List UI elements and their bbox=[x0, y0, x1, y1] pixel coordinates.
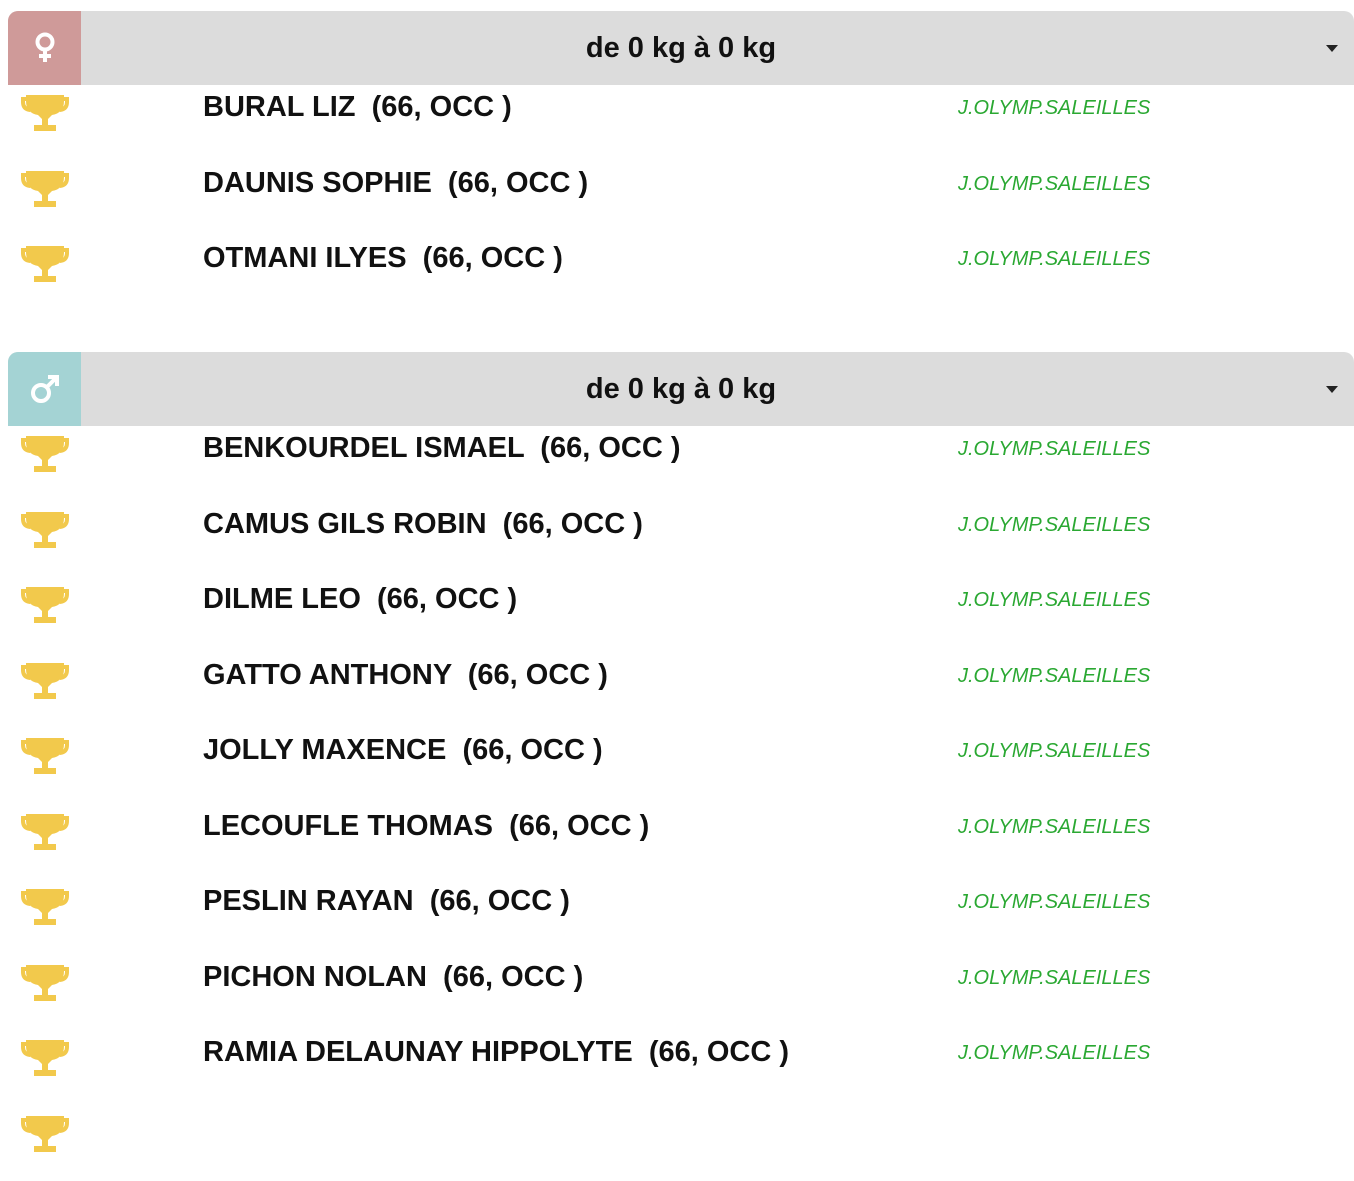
athlete-list bbox=[8, 85, 1354, 312]
caret-down-icon[interactable] bbox=[1326, 386, 1338, 393]
trophy-icon[interactable] bbox=[20, 508, 70, 552]
trophy-icon[interactable] bbox=[20, 242, 70, 286]
group-header-male[interactable] bbox=[8, 352, 1354, 426]
athlete-name[interactable]: RAMIA DELAUNAY HIPPOLYTE (66, OCC ) bbox=[203, 1036, 789, 1069]
caret-down-icon[interactable] bbox=[1326, 45, 1338, 52]
list-item bbox=[8, 161, 1354, 237]
athlete-name[interactable]: CAMUS GILS ROBIN (66, OCC ) bbox=[203, 508, 643, 541]
trophy-icon[interactable] bbox=[20, 885, 70, 929]
list-item bbox=[8, 236, 1354, 312]
trophy-icon[interactable] bbox=[20, 659, 70, 703]
athlete-name[interactable]: LECOUFLE THOMAS (66, OCC ) bbox=[203, 810, 649, 843]
athlete-name[interactable]: PESLIN RAYAN (66, OCC ) bbox=[203, 885, 570, 918]
male-symbol-icon bbox=[8, 352, 81, 426]
athlete-name[interactable]: DAUNIS SOPHIE (66, OCC ) bbox=[203, 167, 588, 200]
athlete-club[interactable]: J.OLYMP.SALEILLES bbox=[958, 891, 1150, 914]
weight-group-female bbox=[8, 11, 1354, 312]
athlete-club[interactable]: J.OLYMP.SALEILLES bbox=[958, 967, 1150, 990]
list-item bbox=[8, 879, 1354, 955]
list-item bbox=[8, 728, 1354, 804]
trophy-icon[interactable] bbox=[20, 91, 70, 135]
list-item bbox=[8, 85, 1354, 161]
athlete-name[interactable]: BURAL LIZ (66, OCC ) bbox=[203, 91, 512, 124]
trophy-icon[interactable] bbox=[20, 583, 70, 627]
athlete-club[interactable]: J.OLYMP.SALEILLES bbox=[958, 514, 1150, 537]
list-item bbox=[8, 955, 1354, 1031]
group-title: de 0 kg à 0 kg bbox=[8, 32, 1354, 65]
trophy-icon[interactable] bbox=[20, 432, 70, 476]
list-item bbox=[8, 804, 1354, 880]
list-item bbox=[8, 653, 1354, 729]
list-item bbox=[8, 1106, 1354, 1181]
athlete-club[interactable]: J.OLYMP.SALEILLES bbox=[958, 97, 1150, 120]
trophy-icon[interactable] bbox=[20, 734, 70, 778]
athlete-club[interactable]: J.OLYMP.SALEILLES bbox=[958, 589, 1150, 612]
trophy-icon[interactable] bbox=[20, 1112, 70, 1156]
athlete-name[interactable]: DILME LEO (66, OCC ) bbox=[203, 583, 517, 616]
athlete-name[interactable]: BENKOURDEL ISMAEL (66, OCC ) bbox=[203, 432, 680, 465]
athlete-list bbox=[8, 426, 1354, 1181]
group-header-female[interactable] bbox=[8, 11, 1354, 85]
athlete-club[interactable]: J.OLYMP.SALEILLES bbox=[958, 665, 1150, 688]
weight-group-male bbox=[8, 352, 1354, 1181]
list-item bbox=[8, 426, 1354, 502]
athlete-name[interactable]: GATTO ANTHONY (66, OCC ) bbox=[203, 659, 608, 692]
athlete-club[interactable]: J.OLYMP.SALEILLES bbox=[958, 1042, 1150, 1065]
female-symbol-icon bbox=[8, 11, 81, 85]
trophy-icon[interactable] bbox=[20, 167, 70, 211]
list-item bbox=[8, 502, 1354, 578]
athlete-club[interactable]: J.OLYMP.SALEILLES bbox=[958, 438, 1150, 461]
trophy-icon[interactable] bbox=[20, 961, 70, 1005]
list-item bbox=[8, 1030, 1354, 1106]
athlete-club[interactable]: J.OLYMP.SALEILLES bbox=[958, 816, 1150, 839]
athlete-name[interactable]: PICHON NOLAN (66, OCC ) bbox=[203, 961, 583, 994]
list-item bbox=[8, 577, 1354, 653]
trophy-icon[interactable] bbox=[20, 1036, 70, 1080]
athlete-name[interactable]: OTMANI ILYES (66, OCC ) bbox=[203, 242, 563, 275]
trophy-icon[interactable] bbox=[20, 810, 70, 854]
athlete-name[interactable]: JOLLY MAXENCE (66, OCC ) bbox=[203, 734, 603, 767]
group-title: de 0 kg à 0 kg bbox=[8, 373, 1354, 406]
athlete-club[interactable]: J.OLYMP.SALEILLES bbox=[958, 173, 1150, 196]
athlete-club[interactable]: J.OLYMP.SALEILLES bbox=[958, 248, 1150, 271]
athlete-club[interactable]: J.OLYMP.SALEILLES bbox=[958, 740, 1150, 763]
